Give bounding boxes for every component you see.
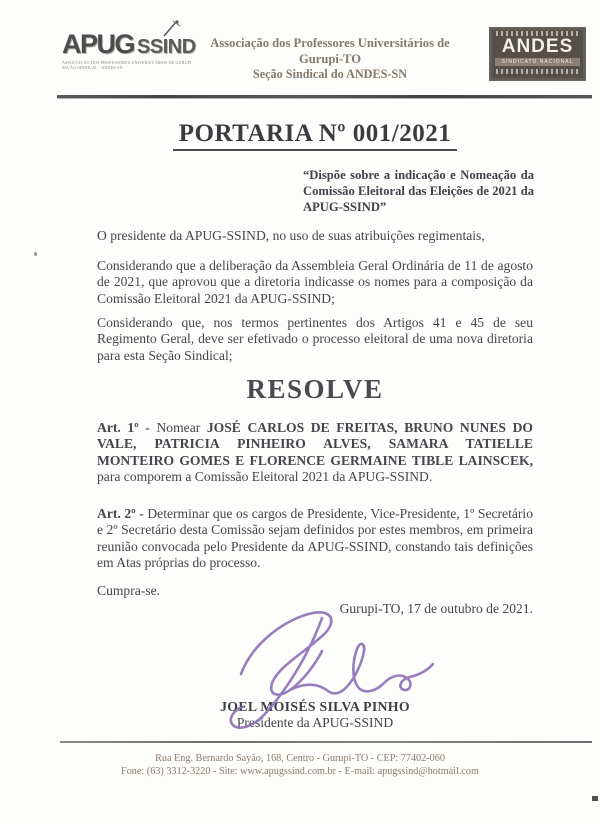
apug-logo-wordmark <box>62 29 196 60</box>
andes-logo-dotted-border-bottom <box>496 69 579 74</box>
paragraph-considering-1: Considerando que a deliberação da Assembleia Geral Ordinária de 11 de agosto de 2021, que aprovou que a diretoria indicasse os nomes para a composição da Comissão Eleitoral 2021 da APUG-SSIND; <box>97 258 533 306</box>
organization-name-line2: Seção Sindical do ANDES-SN <box>252 67 408 81</box>
apug-ssind-logo <box>62 29 196 70</box>
scan-artifact <box>34 252 37 256</box>
article-1-dash: - <box>138 420 157 435</box>
page-title: PORTARIA Nº 001/2021 <box>173 120 457 151</box>
article-1-tail: para comporem a Comissão Eleitoral 2021 da APUG-SSIND. <box>97 468 433 484</box>
scan-artifact <box>592 796 598 801</box>
apug-logo-taglines <box>62 61 192 70</box>
document-header <box>0 27 600 89</box>
dateline: Gurupi-TO, 17 de outubro de 2021. <box>339 601 533 616</box>
header-divider-rule <box>57 95 592 98</box>
apug-logo-word1: APUG <box>62 29 135 59</box>
resolve-heading: RESOLVE <box>246 374 384 404</box>
article-2-dash: - <box>135 506 148 521</box>
epigraph: “Dispõe sobre a indicação e Nomeação da Comissão Eleitoral das Eleições de 2021 da APUG-SSIND” <box>303 168 534 214</box>
organization-name <box>190 35 470 82</box>
apug-logo-tagline-1: ASSOCIAÇÃO DOS PROFESSORES UNIVERSITÁRIOS DE GURUPI <box>62 60 192 65</box>
andes-logo-wordmark: ANDES <box>501 36 574 57</box>
article-2 <box>97 506 533 571</box>
apug-logo-tagline-2: SEÇÃO SINDICAL - ANDES-SN <box>62 64 123 70</box>
signatory-role: Presidente da APUG-SSIND <box>236 715 394 730</box>
title-block <box>97 120 533 151</box>
footer-address: Rua Eng. Bernardo Sayão, 168, Centro - Gurupi-TO - CEP: 77402-060 <box>155 753 445 764</box>
signatory-name: JOEL MOISÉS SILVA PINHO <box>220 699 410 714</box>
organization-name-line1: Associação dos Professores Universitários de Gurupi-TO <box>210 36 450 66</box>
closing-formula: Cumpra-se. <box>97 583 161 598</box>
article-1-label: Art. 1º <box>97 420 139 435</box>
article-2-label: Art. 2º <box>97 506 136 521</box>
article-1-lead: Nomear <box>156 420 207 435</box>
pen-icon <box>161 20 181 38</box>
paragraph-considering-2: Considerando que, nos termos pertinentes dos Artigos 41 e 45 de seu Regimento Geral, deve ser efetivado o processo eleitoral de uma nova diretoria para esta Seção Sindical; <box>97 315 533 363</box>
andes-logo-subtitle: SINDICATO NACIONAL <box>495 58 580 66</box>
andes-logo <box>489 27 586 81</box>
apug-logo-word2: SSIND <box>137 36 196 58</box>
paragraph-intro: O presidente da APUG-SSIND, no uso de suas atribuições regimentais, <box>97 228 485 243</box>
article-1 <box>97 420 533 485</box>
article-1-names: JOSÉ CARLOS DE FREITAS, BRUNO NUNES DO VALE, PATRICIA PINHEIRO ALVES, SAMARA TATIELLE MONTEIRO GOMES E FLORENCE GERMAINE TIBLE LAINSCEK, <box>97 420 534 468</box>
footer-contact: Fone: (63) 3312-3220 - Site: www.apugssind.com.br - E-mail: apugssind@hotmail.com <box>121 766 479 777</box>
article-2-text: Determinar que os cargos de Presidente, Vice-Presidente, 1º Secretário e 2º Secretário desta Comissão sejam definidos por estes membros, em primeira reunião convocada pelo Presidente da APUG-SSIND, constando tais definições em Atas próprias do processo. <box>97 506 533 570</box>
handwritten-signature <box>223 610 441 740</box>
footer <box>0 752 600 778</box>
footer-divider-rule <box>60 741 592 743</box>
